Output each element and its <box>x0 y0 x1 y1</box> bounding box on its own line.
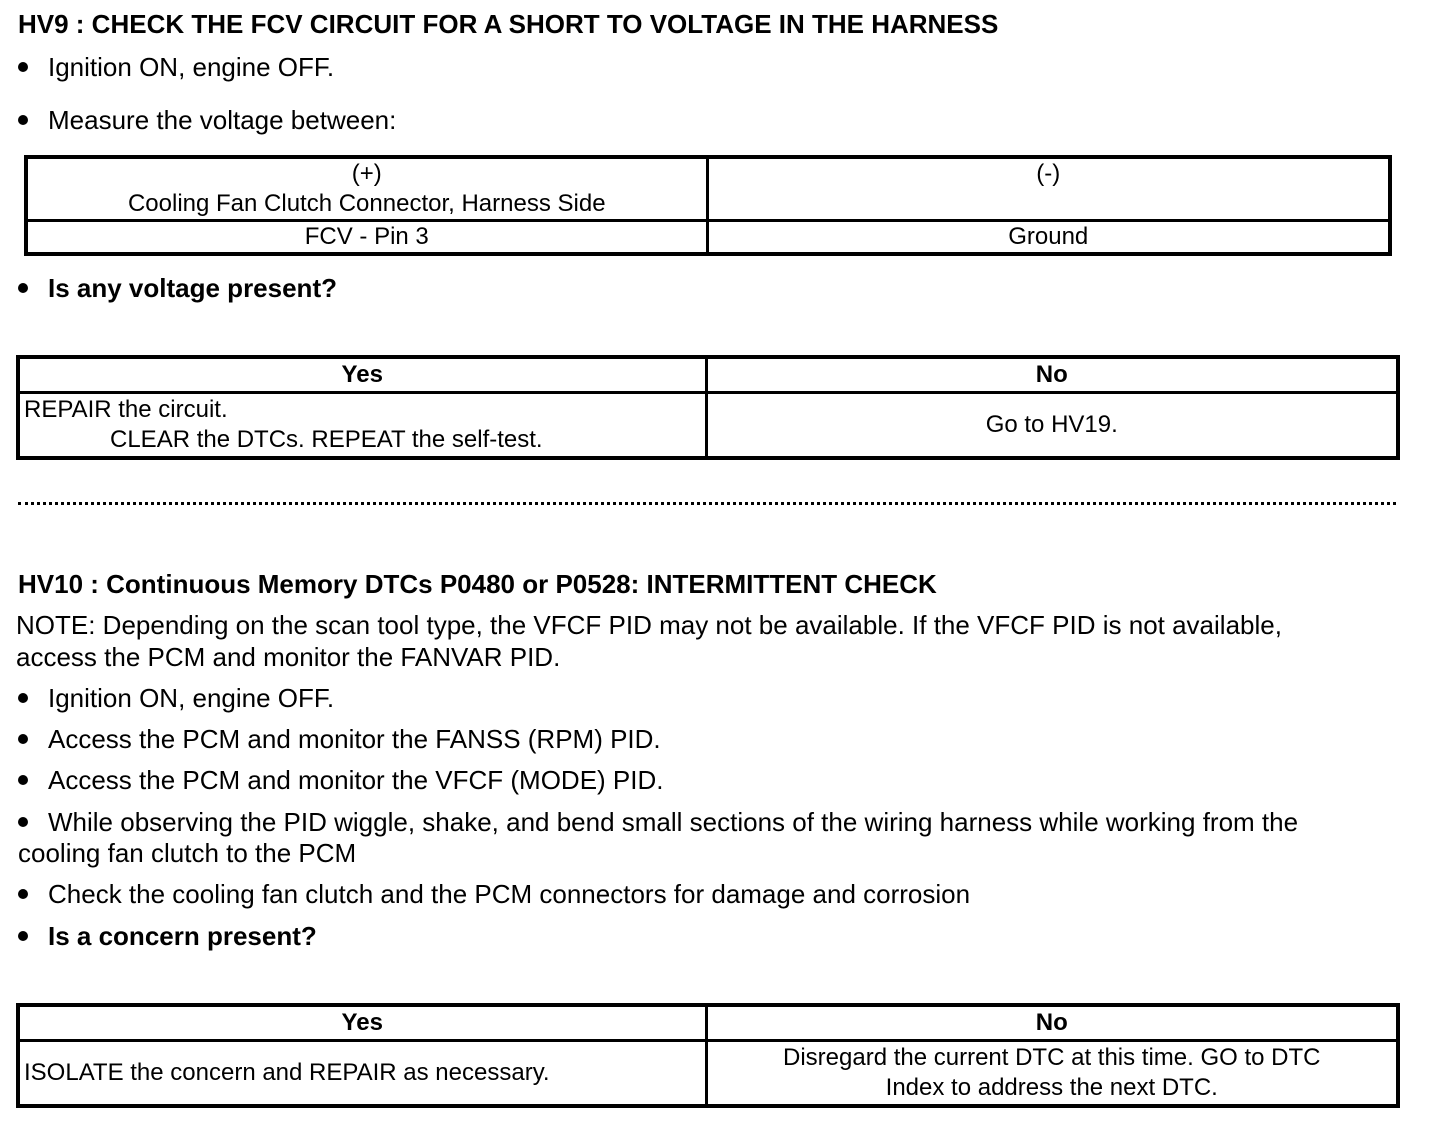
negative-header-cell <box>707 157 1390 221</box>
hv10-step-vfcf <box>18 765 664 795</box>
hv10-step-connectors <box>18 879 970 909</box>
hv9-step-ignition <box>18 52 334 82</box>
yes-action-cell <box>18 392 706 458</box>
hv9-decision-table <box>16 355 1400 460</box>
hv10-step-ignition <box>18 683 334 713</box>
step-text: Check the cooling fan clutch and the PCM connectors for damage and corrosion <box>48 879 971 909</box>
hv9-title: HV9 : CHECK THE FCV CIRCUIT FOR A SHORT TO VOLTAGE IN THE HARNESS <box>18 9 999 39</box>
bullet-icon <box>18 62 28 72</box>
note-line: NOTE: Depending on the scan tool type, the VFCF PID may not be available. If the VFCF PID is not available, <box>16 610 1282 640</box>
positive-value: FCV - Pin 3 <box>26 221 707 255</box>
no-action-line2: Index to address the next DTC. <box>885 1073 1218 1101</box>
hv9-question <box>18 273 337 303</box>
bullet-icon <box>18 693 28 703</box>
bullet-icon <box>18 817 28 827</box>
step-text: Measure the voltage between: <box>48 105 397 135</box>
no-action: Go to HV19. <box>706 392 1398 458</box>
hv10-step-wiggle-cont: cooling fan clutch to the PCM <box>18 838 357 868</box>
hv10-note <box>16 609 1416 673</box>
section-divider <box>18 502 1396 505</box>
no-header: No <box>706 1005 1398 1040</box>
hv10-decision-table <box>16 1003 1400 1108</box>
bullet-icon <box>18 115 28 125</box>
positive-header-cell <box>26 157 707 221</box>
no-header: No <box>706 357 1398 392</box>
step-text: Ignition ON, engine OFF. <box>48 683 335 713</box>
question-text: Is a concern present? <box>48 921 317 951</box>
yes-action-line2: CLEAR the DTCs. REPEAT the self-test. <box>110 425 543 453</box>
step-text: Ignition ON, engine OFF. <box>48 52 335 82</box>
step-text: Access the PCM and monitor the FANSS (RPM) PID. <box>48 724 661 754</box>
hv10-step-wiggle <box>18 807 1298 837</box>
hv10-question <box>18 921 317 951</box>
positive-subheader: Cooling Fan Clutch Connector, Harness Side <box>127 190 606 217</box>
step-text: Access the PCM and monitor the VFCF (MODE) PID. <box>48 765 664 795</box>
yes-action-line1: REPAIR the circuit. <box>24 395 228 423</box>
yes-header: Yes <box>18 1005 706 1040</box>
note-line: access the PCM and monitor the FANVAR PID. <box>16 642 561 672</box>
hv9-measure-table <box>24 155 1392 256</box>
step-text: While observing the PID wiggle, shake, and bend small sections of the wiring harness while working from the <box>48 807 1299 837</box>
no-action-cell <box>706 1040 1398 1106</box>
hv9-step-measure <box>18 105 396 135</box>
yes-action: ISOLATE the concern and REPAIR as necessary. <box>18 1040 706 1106</box>
negative-header: (-) <box>1036 160 1061 187</box>
bullet-icon <box>18 775 28 785</box>
question-text: Is any voltage present? <box>48 273 337 303</box>
negative-value: Ground <box>707 221 1390 255</box>
bullet-icon <box>18 889 28 899</box>
positive-header: (+) <box>351 160 382 187</box>
bullet-icon <box>18 931 28 941</box>
hv10-title: HV10 : Continuous Memory DTCs P0480 or P0528: INTERMITTENT CHECK <box>18 569 937 599</box>
bullet-icon <box>18 734 28 744</box>
yes-header: Yes <box>18 357 706 392</box>
no-action-line1: Disregard the current DTC at this time. GO to DTC <box>783 1043 1321 1071</box>
bullet-icon <box>18 283 28 293</box>
hv10-step-fanss <box>18 724 661 754</box>
